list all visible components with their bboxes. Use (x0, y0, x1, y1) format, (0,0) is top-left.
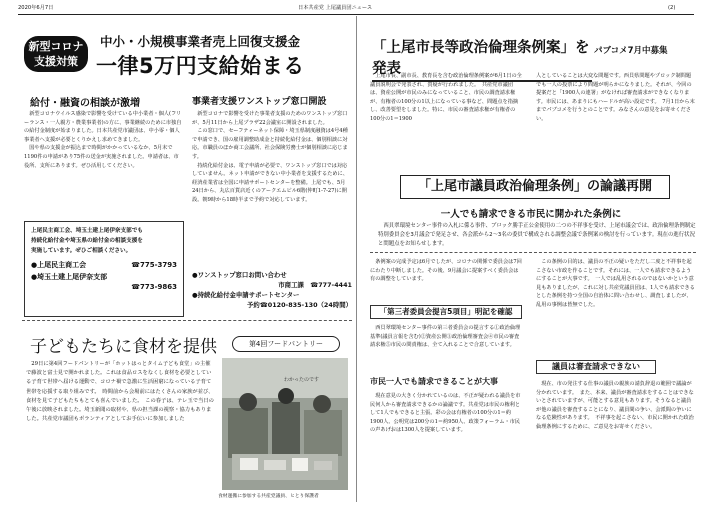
photo-handwriting: わかったのです (284, 377, 320, 383)
newsletter-name: 日本共産党 上尾議員団ニュース (298, 5, 373, 11)
s2-body (192, 110, 350, 205)
contact-name: ●上尾民主商工会 (31, 261, 87, 269)
contact-name: ●埼玉土建上尾伊奈支部 (31, 273, 108, 281)
s2-p2: この窓口で、セーフティーネット保障・埼玉県制度融資は4号4種で申請でき、国の雇用調整助成金と持続化給付金は、個別相談に対応。市職員のほか商工会議所、社会保険労務士が個別相談に応じます。 (192, 128, 348, 160)
corona-badge (24, 36, 88, 72)
s2-p1: 新型コロナで影響を受けた事業者支援のためのワンストップ窓口が、5月11日から上尾プラザ22会議室に開設されました。 (192, 111, 348, 126)
food-badge: 第4回フードパントリー (232, 336, 340, 352)
s1-p2: 国や県の支援金が振込まで時間がかかっているなか、5月末で1190件の申請があり75件の送金が実施されました。申請者は、市役所、支所にあります。ぜひ活用してください。 (24, 145, 179, 169)
note-line-1: 上尾民主商工会、埼玉土建上尾伊奈支部でも (31, 228, 143, 234)
onestop-title: ●ワンストップ窓口お問い合わせ (192, 271, 287, 279)
support-center-title: ●持続化給付金申請サポートセンター (192, 291, 300, 299)
section-lead: 西貝翠環境センター事件の入札に係る事件、ブロック勝手正公金使用の二つの不祥事を受け、上尾市議会では、政治倫理条例制定特別委員会を3月議会で発足させ、各会派から2～3名の委員で構成される調整会議で条例案の検討を行っています。現在の進行状況と問題点をお知らせします。 (378, 223, 696, 247)
photo-caption: 食材運搬に参加する共産党議員、ヒとり保護者 (218, 494, 319, 499)
lower-left-p1: 条例案の完成予定は6月でしたが、コロナの関係で委員会は7回にわたり中断しました。その後、9月議会に提案すべく委員会は有の調整をしています。 (370, 259, 522, 283)
contact-tel[interactable]: ☎773-9863 (131, 283, 177, 291)
right-headline-sub: パブコメ7月中募集 (594, 46, 668, 56)
onestop-line[interactable]: 市商工課 ☎777-4441 (278, 281, 352, 289)
lower-left-p3: 現在意見の大きく分かれているのは、不正が疑われる議員を市民何人から審査請求できるかの論議です。共産党は市民の権利として1人でもできると主張。彩の会は有権者の100分の1＝約1900人、公明党は200分の1＝約950人、政策フォーラム・市民の声あげおは1300人を提案しています。 (370, 393, 521, 434)
section-divider (22, 320, 352, 321)
lower-left-p2: 西貝翠環境センター事件の第三者委員会の提言する①政治倫理基準(議員言報を含む)②資産公開③政治倫理審査会④市民の審査請求権⑤市民の問責権は、全て入れることで合意しています。 (370, 325, 521, 349)
badge-line-1: 新型コロナ (28, 40, 84, 53)
food-body: 29日に第4回フードパントリーが「ホットはっとタイム子ども食堂」の主催で藤波と富士見で開かれました。これは食品ロスをなくし食材を必要としている子育て世帯へ届ける運動で、コロナ禍で急激に生活困窮になっている子育て世帯を応援する取り組みです。 時間前から会場前にはたくさんの家族が並び、食材を見て子どもたちもとても喜んでいました。 この春子は、テレ玉で当日の午後に放映されました。埼玉新聞の取材や、県の担当課の視察・協力もありました。共産党市議団もボランティアとしてお手伝いに参加しました (26, 361, 214, 423)
box-no-members: 議員は審査請求できない (536, 360, 656, 374)
lower-right-p2: 現在、市の発注する仕事の議員の親族の請負辞退の範囲で議論が分かれています。 また、本来、議員が審査請求をすることはできないとされていますが、可能とする意見もあります。そうなると議員が他の議員を審査することになり、議員間の争い、会派間の争いになる危険性があります。 不祥事を起こさない、市民に開かれた政治倫理条例にするために、ご意見をお寄せください。 (536, 381, 694, 430)
s1-p1: 新型コロナウイルス感染で影響を受けている中小業者・個人(フリーランス・一人親方・農業事業者)の方に、事業継続のために市独自の給付金制度が始まりました。日本共産党市議団は、中小零・個人事業者へ支援が必要とくりかえし求めてきました。 (24, 111, 182, 143)
center-divider (356, 16, 357, 502)
intro-left: 上尾市長、副市長、教育長を含む政治倫理条例案が6月1日の全議員説明会で発表され、質疑が行われました。 共産党市議団は、資産公開が市民のみになっていること、市民の調査請求権が、有権者の100分の1以上になっている事など、問題点を指摘し、改善要望をしました。特に、市民の審査請求権が有権者の100分の1＝1900 (370, 73, 522, 122)
section-title-box: 「上尾市議員政治倫理条例」の論議再開 (400, 175, 670, 199)
section-subtitle: 一人でも請求できる市民に開かれた条例に (440, 209, 622, 220)
note-line-3: 実施しています。ぜひご相談ください。 (31, 248, 132, 254)
header-rule (18, 14, 694, 15)
box-one-person: 市民一人でも請求できることが大事 (370, 377, 498, 386)
onestop-contact (192, 270, 352, 310)
note-line-2: 持続化給付金や埼玉県の給付金の相談支援を (31, 238, 143, 244)
s2-p3: 持続化給付金は、電子申請が必要で、ワンストップ窓口では対応していません。ネット申請ができない中小業者を支援するために、経済産業省は全国に申請サポートセンターを整備。上尾でも、5月24日から、丸広百貨店近くのアークエムビル6階(仲町1-7-27)に開設。朝9時から18時半まで予約で対応しています。 (192, 162, 348, 203)
contact-row-2 (31, 272, 177, 292)
intro-right: 人としていることは大変な問題です。西貝県問題やプロック制問題でも一人の投票により問題が明らかになりました。それが、今回の提案だと「1900人の連署」がなければ審査請求ができなくなります。市民には、あまりにもハードルが高い設定です。 7月1日から末までパブコメを行うとのことです。みなさんの意見をお寄せください。 (536, 73, 695, 122)
lower-right-p1: この条例の目的は、議員の不正の疑いをただし二度と不祥事を起こさない市政を作ることです。それには、一人でも請求できるようにすることが大事です。 一人では乱用されるのではないかという意見もありましたが、これに対し共産党議員団は、1人でも請求できるとした条例を持つ全国の自治体に問い合わせし、調査しましたが、乱用の事例は皆無でした。 (536, 259, 695, 308)
box-third-party: 「第三者委員会提言5項目」明記を確認 (370, 305, 522, 319)
support-center-line[interactable]: 予約☎0120-835-130（24時間） (247, 301, 352, 309)
page-date: 2020年6月7日 (18, 5, 54, 11)
lead-divider (370, 252, 696, 253)
s1-title: 給付・融資の相談が激増 (30, 98, 140, 109)
page-number: (2) (668, 5, 676, 11)
s2-title: 事業者支援ワンストップ窓口開設 (192, 97, 327, 107)
contact-tel[interactable]: ☎775-3793 (131, 261, 177, 269)
pantry-photo (222, 358, 348, 490)
contact-row-1 (31, 260, 177, 270)
s1-body (24, 110, 182, 170)
badge-line-2: 支援対策 (34, 55, 78, 68)
headline-main: 一律5万円支給始まる (96, 54, 305, 78)
support-note-box (24, 221, 184, 317)
right-headline: 「上尾市長等政治倫理条例案」を発表 (372, 36, 592, 82)
headline-top: 中小・小規模事業者売上回復支援金 (100, 34, 301, 49)
food-title: 子どもたちに食材を提供 (30, 337, 217, 357)
